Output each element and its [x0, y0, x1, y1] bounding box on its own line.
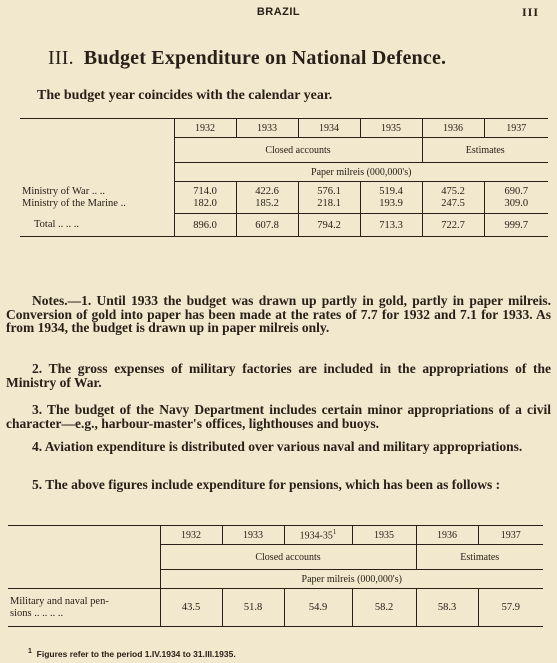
note-5: 5. The above figures include expenditure for pensions, which has been as follows :: [32, 477, 501, 492]
total-cell: 607.8: [236, 214, 298, 237]
closed-accounts-header: Closed accounts: [160, 545, 416, 570]
group-header-row: [8, 545, 543, 570]
value-cell: 58.2: [352, 589, 416, 627]
unit-label: Paper milreis (000,000's): [160, 570, 543, 589]
value-cell: 54.9: [284, 589, 352, 627]
year-header-row: [20, 119, 548, 138]
total-cell: 896.0: [174, 214, 236, 237]
year-header-row: [8, 526, 543, 545]
section-title: [48, 47, 446, 70]
estimates-header: Estimates: [422, 138, 548, 163]
pensions-table: [8, 525, 543, 627]
note-1: Notes.—1. Until 1933 the budget was drawn up partly in gold, partly in paper milreis. Conversion of gold into paper has been made at the rates of 7.7 for 1932 and 7.1 for 1933. As from 1934, the budget is drawn up in paper milreis only.: [6, 293, 551, 335]
page-number: III: [521, 5, 539, 19]
row-label-marine: Ministry of the Marine ..: [22, 197, 126, 209]
unit-row: [20, 163, 548, 182]
estimates-header: Estimates: [416, 545, 543, 570]
note-2: 2. The gross expenses of military factories are included in the appropriations of the Ministry of War.: [6, 361, 551, 390]
value-cell: 57.9: [478, 589, 543, 627]
value-cell: 475.2 247.5: [422, 182, 484, 214]
year-header: 1932: [174, 119, 236, 138]
section-number: III.: [48, 47, 74, 69]
group-header-row: [20, 138, 548, 163]
table-row: [8, 589, 543, 627]
row-label: Military and naval pen- sions .. .. .. ..: [8, 589, 160, 627]
total-cell: 722.7: [422, 214, 484, 237]
running-header-country: BRAZIL: [256, 6, 301, 18]
table-row: [20, 182, 548, 214]
year-header: 1932: [160, 526, 222, 545]
value-cell: 519.4 193.9: [360, 182, 422, 214]
value-cell: 43.5: [160, 589, 222, 627]
footnote-marker: 1: [332, 528, 337, 537]
year-header: 1936: [416, 526, 478, 545]
total-cell: 713.3: [360, 214, 422, 237]
year-header: 1935: [352, 526, 416, 545]
year-header: 1933: [222, 526, 284, 545]
value-cell: 422.6 185.2: [236, 182, 298, 214]
year-header: 1936: [422, 119, 484, 138]
unit-label: Paper milreis (000,000's): [174, 163, 548, 182]
value-cell: 51.8: [222, 589, 284, 627]
value-cell: 576.1 218.1: [298, 182, 360, 214]
note-3: 3. The budget of the Navy Department includes certain minor appropriations of a civil character—e.g., harbour-master's offices, lighthouses and buoys.: [6, 402, 551, 431]
year-header: 1937: [484, 119, 548, 138]
budget-year-note: The budget year coincides with the calendar year.: [37, 88, 333, 103]
total-cell: 999.7: [484, 214, 548, 237]
total-cell: 794.2: [298, 214, 360, 237]
value-cell: 690.7 309.0: [484, 182, 548, 214]
unit-row: [8, 570, 543, 589]
year-header: 1933: [236, 119, 298, 138]
value-cell: 714.0 182.0: [174, 182, 236, 214]
total-label: Total .. .. ..: [34, 218, 80, 230]
year-header: 1935: [360, 119, 422, 138]
total-row: [20, 214, 548, 237]
row-label: [20, 182, 174, 214]
closed-accounts-header: Closed accounts: [174, 138, 422, 163]
defence-budget-table: [20, 118, 548, 237]
footnote: $^1$ Figures refer to the period 1.IV.1934 to 31.III.1935.: [28, 648, 236, 659]
note-4: 4. Aviation expenditure is distributed over various naval and military appropriations.: [32, 439, 523, 454]
year-header: $1934-35^1$: [284, 526, 352, 545]
row-label-war: Ministry of War .. ..: [22, 185, 105, 197]
year-header: 1934: [298, 119, 360, 138]
year-header: 1937: [478, 526, 543, 545]
table-corner: [20, 119, 174, 138]
value-cell: 58.3: [416, 589, 478, 627]
section-title-text: Budget Expenditure on National Defence.: [83, 47, 447, 69]
